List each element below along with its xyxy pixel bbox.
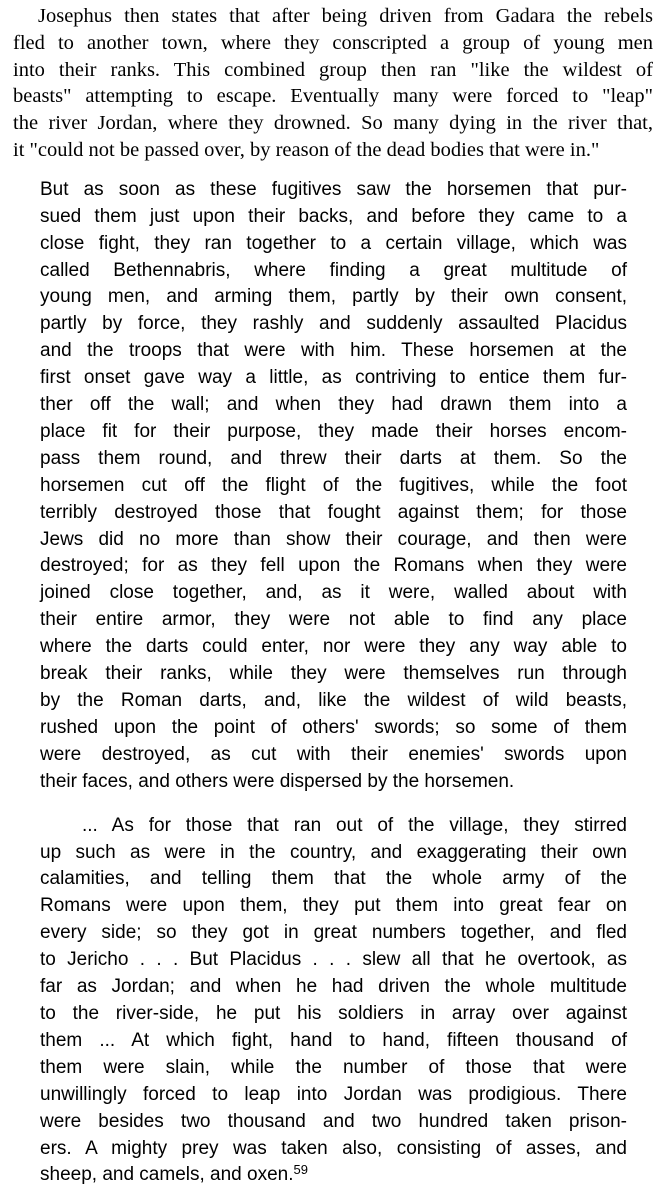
text-line: and the troops that were with him. These horsemen at the	[40, 340, 627, 362]
text-line: every side; so they got in great numbers together, and fled	[40, 922, 627, 944]
text-line: called Bethennabris, where finding a great multitude of	[40, 259, 627, 281]
text-line: were besides two thousand and two hundred taken prison-	[40, 1110, 627, 1132]
quote-final-line	[40, 1162, 627, 1189]
text-line: joined close together, and, as it were, walled about with	[40, 582, 627, 604]
text-line: terribly destroyed those that fought against them; for those	[40, 501, 627, 523]
text-line: beasts" attempting to escape. Eventually many were forced to "leap"	[13, 85, 653, 108]
block-quote-paragraph-1	[40, 177, 627, 796]
text-line: Josephus then states that after being driven from Gadara the rebels	[38, 5, 653, 27]
text-line: fled to another town, where they conscripted a group of young men	[13, 31, 653, 54]
footnote-reference: 59	[293, 1162, 308, 1178]
text-line: to the river-side, he put his soldiers in array over against	[40, 1002, 627, 1024]
text-line: Romans were upon them, they put them into great fear on	[40, 895, 627, 917]
text-line: partly by force, they rashly and suddenly assaulted Placidus	[40, 313, 627, 335]
text-line: rushed upon the point of others' swords; so some of them	[40, 716, 627, 738]
text-line: close fight, they ran together to a certain village, which was	[40, 232, 627, 254]
text-line: into their ranks. This combined group then ran "like the wildest of	[13, 58, 653, 81]
text-line: But as soon as these fugitives saw the horsemen that pur-	[40, 178, 627, 200]
text-line: young men, and arming them, partly by their own consent,	[40, 286, 627, 308]
text-line: destroyed; for as they fell upon the Romans when they were	[40, 555, 627, 577]
text-line: ther off the wall; and when they had drawn them into a	[40, 394, 627, 416]
text-line: their entire armor, they were not able to find any place	[40, 609, 627, 631]
text-line: Jews did no more than show their courage, and then were	[40, 528, 627, 550]
quote-final-line-text: sheep, and camels, and oxen.	[40, 1164, 294, 1186]
text-line: place fit for their purpose, they made their horses encom-	[40, 420, 627, 442]
text-line: them were slain, while the number of those that were	[40, 1056, 627, 1078]
text-line: calamities, and telling them that the whole army of the	[40, 868, 627, 890]
text-line: to Jericho . . . But Placidus . . . slew all that he overtook, as	[40, 949, 627, 971]
block-quote-paragraph-2-lines	[40, 813, 627, 1163]
text-line: break their ranks, while they were themselves run through	[40, 663, 627, 685]
text-line: were destroyed, as cut with their enemies' swords upon	[40, 743, 627, 765]
text-line: unwillingly forced to leap into Jordan was prodigious. There	[40, 1083, 627, 1105]
text-line: pass them round, and threw their darts at them. So the	[40, 447, 627, 469]
intro-paragraph	[13, 3, 653, 164]
text-line: where the darts could enter, nor were they any way able to	[40, 636, 627, 658]
text-line: ers. A mighty prey was taken also, consisting of asses, and	[40, 1137, 627, 1159]
text-line: first onset gave way a little, as contriving to entice them fur-	[40, 367, 627, 389]
block-quote	[13, 177, 653, 1190]
text-line: up such as were in the country, and exaggerating their own	[40, 841, 627, 863]
text-line: it "could not be passed over, by reason of the dead bodies that were in."	[13, 138, 600, 161]
text-line: by the Roman darts, and, like the wildest of wild beasts,	[40, 690, 627, 711]
text-line: horsemen cut off the flight of the fugitives, while the foot	[40, 474, 627, 496]
text-line: far as Jordan; and when he had driven the whole multitude	[40, 976, 627, 998]
text-line: them ... At which fight, hand to hand, fifteen thousand of	[40, 1029, 627, 1051]
text-line: sued them just upon their backs, and before they came to a	[40, 205, 627, 227]
block-quote-paragraph-2	[40, 813, 627, 1190]
text-line: the river Jordan, where they drowned. So many dying in the river that,	[13, 112, 653, 135]
text-line: their faces, and others were dispersed by the horsemen.	[40, 770, 515, 792]
text-line: ... As for those that ran out of the village, they stirred	[82, 814, 627, 836]
